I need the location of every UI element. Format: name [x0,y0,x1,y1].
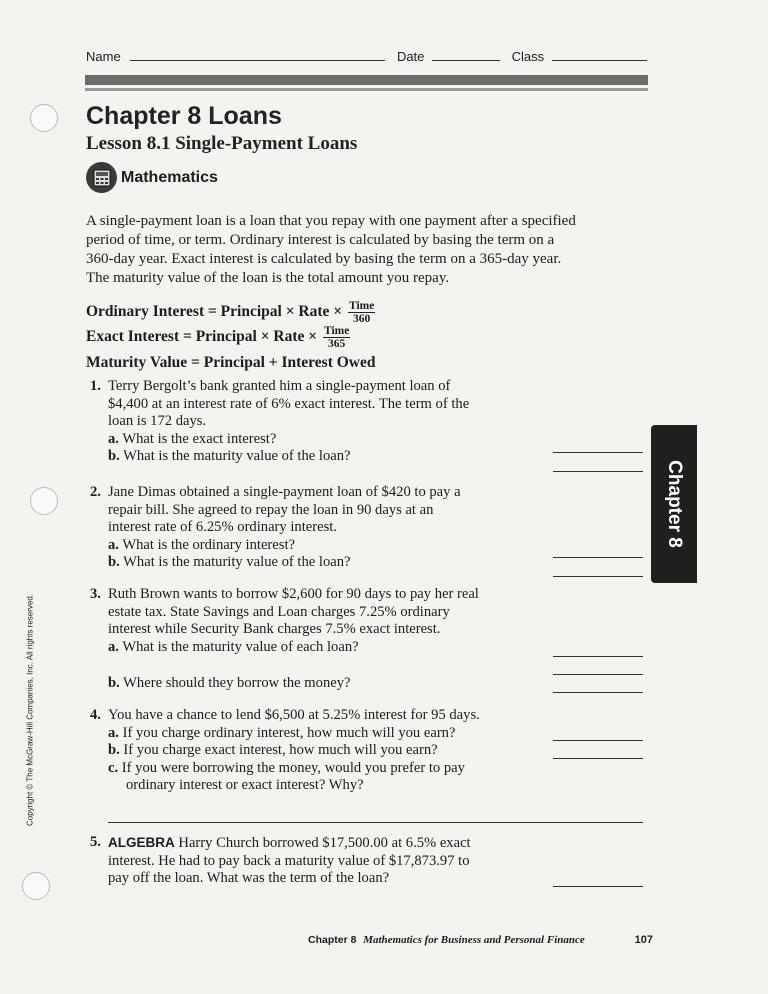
exact-fraction [323,325,350,350]
part-text: Where should they borrow the money? [123,675,351,692]
question-number: 1. [90,378,101,394]
question-line: pay off the loan. What was the term of the loan? [108,870,390,887]
footer [308,934,653,946]
footer-chapter: Chapter 8 [308,934,357,946]
question-line [108,834,548,853]
part-text: What is the maturity value of the loan? [123,554,351,571]
question-part [108,431,548,449]
copyright-notice: Copyright © The McGraw-Hill Companies, Inc. All rights reserved. [25,593,35,827]
part-text: If you charge exact interest, how much will you earn? [123,742,438,759]
question-line: You have a chance to lend $6,500 at 5.25% interest for 95 days. [108,707,480,723]
question-line: Ruth Brown wants to borrow $2,600 for 90 days to pay her real [108,586,479,602]
question-line: loan is 172 days. [108,413,207,430]
question-line: interest. He had to pay back a maturity value of $17,873.97 to [108,852,470,869]
part-label: a. [108,638,119,655]
exact-interest-formula [86,325,350,350]
question-number: 2. [90,484,101,500]
answer-line-4a[interactable] [553,740,643,741]
name-label: Name [86,49,121,64]
question-number: 3. [90,586,101,602]
answer-line-3a-1[interactable] [553,656,643,657]
footer-page-number: 107 [634,934,653,946]
part-text: What is the exact interest? [122,430,277,447]
question-text [108,834,548,888]
exact-numerator: Time [324,325,350,337]
question-line: Terry Bergolt’s bank granted him a single-payment loan of [108,378,451,394]
question-text [108,586,548,693]
part-label: a. [108,724,119,741]
part-label: b. [108,675,120,692]
question-part [108,760,578,778]
mathematics-section [86,162,218,193]
part-label: c. [108,759,119,776]
question-4 [90,707,650,802]
part-label: a. [108,536,119,553]
question-line-text: Harry Church borrowed $17,500.00 at 6.5% exact [178,835,471,851]
header-row [86,49,651,64]
lesson-title: Lesson 8.1 Single-Payment Loans [86,133,358,154]
class-field-line [552,60,647,61]
question-part [108,675,548,693]
question-3 [90,586,650,696]
part-text: What is the ordinary interest? [122,536,295,553]
part-label: b. [108,554,120,571]
question-2 [90,484,650,576]
question-line: interest rate of 6.25% ordinary interest. [108,519,337,536]
question-text [108,707,578,795]
question-part [108,742,578,760]
chapter-side-tab [651,425,697,583]
answer-line-3a-2[interactable] [553,674,643,675]
question-part [108,725,578,743]
question-line: repair bill. She agreed to repay the loan in 90 days at an [108,501,434,518]
part-label: a. [108,430,119,447]
footer-book-title: Mathematics for Business and Personal Finance [363,934,585,946]
date-label: Date [396,49,425,64]
question-number: 5. [90,834,101,850]
ordinary-formula-text: Ordinary Interest = Principal × Rate × [86,303,343,321]
part-text: ordinary interest or exact interest? Why? [126,777,364,794]
part-label: b. [108,448,120,465]
exact-denominator: 365 [328,338,346,350]
answer-line-4c[interactable] [108,822,643,823]
question-part [108,777,578,795]
date-field-line [432,60,500,61]
answer-line-2b[interactable] [553,576,643,577]
part-text: If you were borrowing the money, would you prefer to pay [121,759,465,776]
maturity-value-formula: Maturity Value = Principal + Interest Owed [86,354,376,371]
part-text: What is the maturity value of the loan? [123,448,351,465]
calculator-icon [86,162,117,193]
question-part [108,639,548,657]
exact-formula-text: Exact Interest = Principal × Rate × [86,328,318,346]
intro-line: The maturity value of the loan is the total amount you repay. [86,270,450,286]
ordinary-interest-formula [86,300,375,325]
answer-line-1a[interactable] [553,452,643,453]
binder-hole-top [30,104,58,132]
question-line: Jane Dimas obtained a single-payment loan of $420 to pay a [108,484,461,500]
intro-line: A single-payment loan is a loan that you repay with one payment after a specified [86,213,576,229]
header-rule-thick [85,75,648,85]
answer-line-5[interactable] [553,886,643,887]
question-line: $4,400 at an interest rate of 6% exact interest. The term of the [108,395,470,412]
question-1 [90,378,650,478]
question-text [108,378,548,466]
question-line: interest while Security Bank charges 7.5% exact interest. [108,621,441,638]
part-text: What is the maturity value of each loan? [122,638,359,655]
question-part [108,448,548,466]
binder-hole-bottom [22,872,50,900]
section-label: Mathematics [121,168,218,186]
intro-line: 360-day year. Exact interest is calculated by basing the term on a 365-day year. [86,251,562,267]
question-line: estate tax. State Savings and Loan charges 7.25% ordinary [108,603,450,620]
binder-hole-middle [30,487,58,515]
class-label: Class [511,49,545,64]
intro-paragraph [86,212,646,288]
answer-line-4b[interactable] [553,758,643,759]
question-5 [90,834,650,894]
algebra-keyword: ALGEBRA [108,835,175,850]
answer-line-2a[interactable] [553,557,643,558]
ordinary-fraction [348,300,375,325]
question-text [108,484,548,572]
answer-line-1b[interactable] [553,471,643,472]
chapter-title: Chapter 8 Loans [86,102,282,130]
question-part [108,537,548,555]
ordinary-denominator: 360 [353,313,371,325]
header-rule-thin [85,88,648,91]
question-number: 4. [90,707,101,723]
intro-line: period of time, or term. Ordinary interest is calculated by basing the term on a [86,232,555,248]
ordinary-numerator: Time [348,300,375,312]
question-part [108,554,548,572]
side-tab-label: Chapter 8 [664,460,685,548]
part-label: b. [108,742,120,759]
name-field-line [130,60,385,61]
part-text: If you charge ordinary interest, how much will you earn? [122,724,456,741]
answer-line-3b[interactable] [553,692,643,693]
